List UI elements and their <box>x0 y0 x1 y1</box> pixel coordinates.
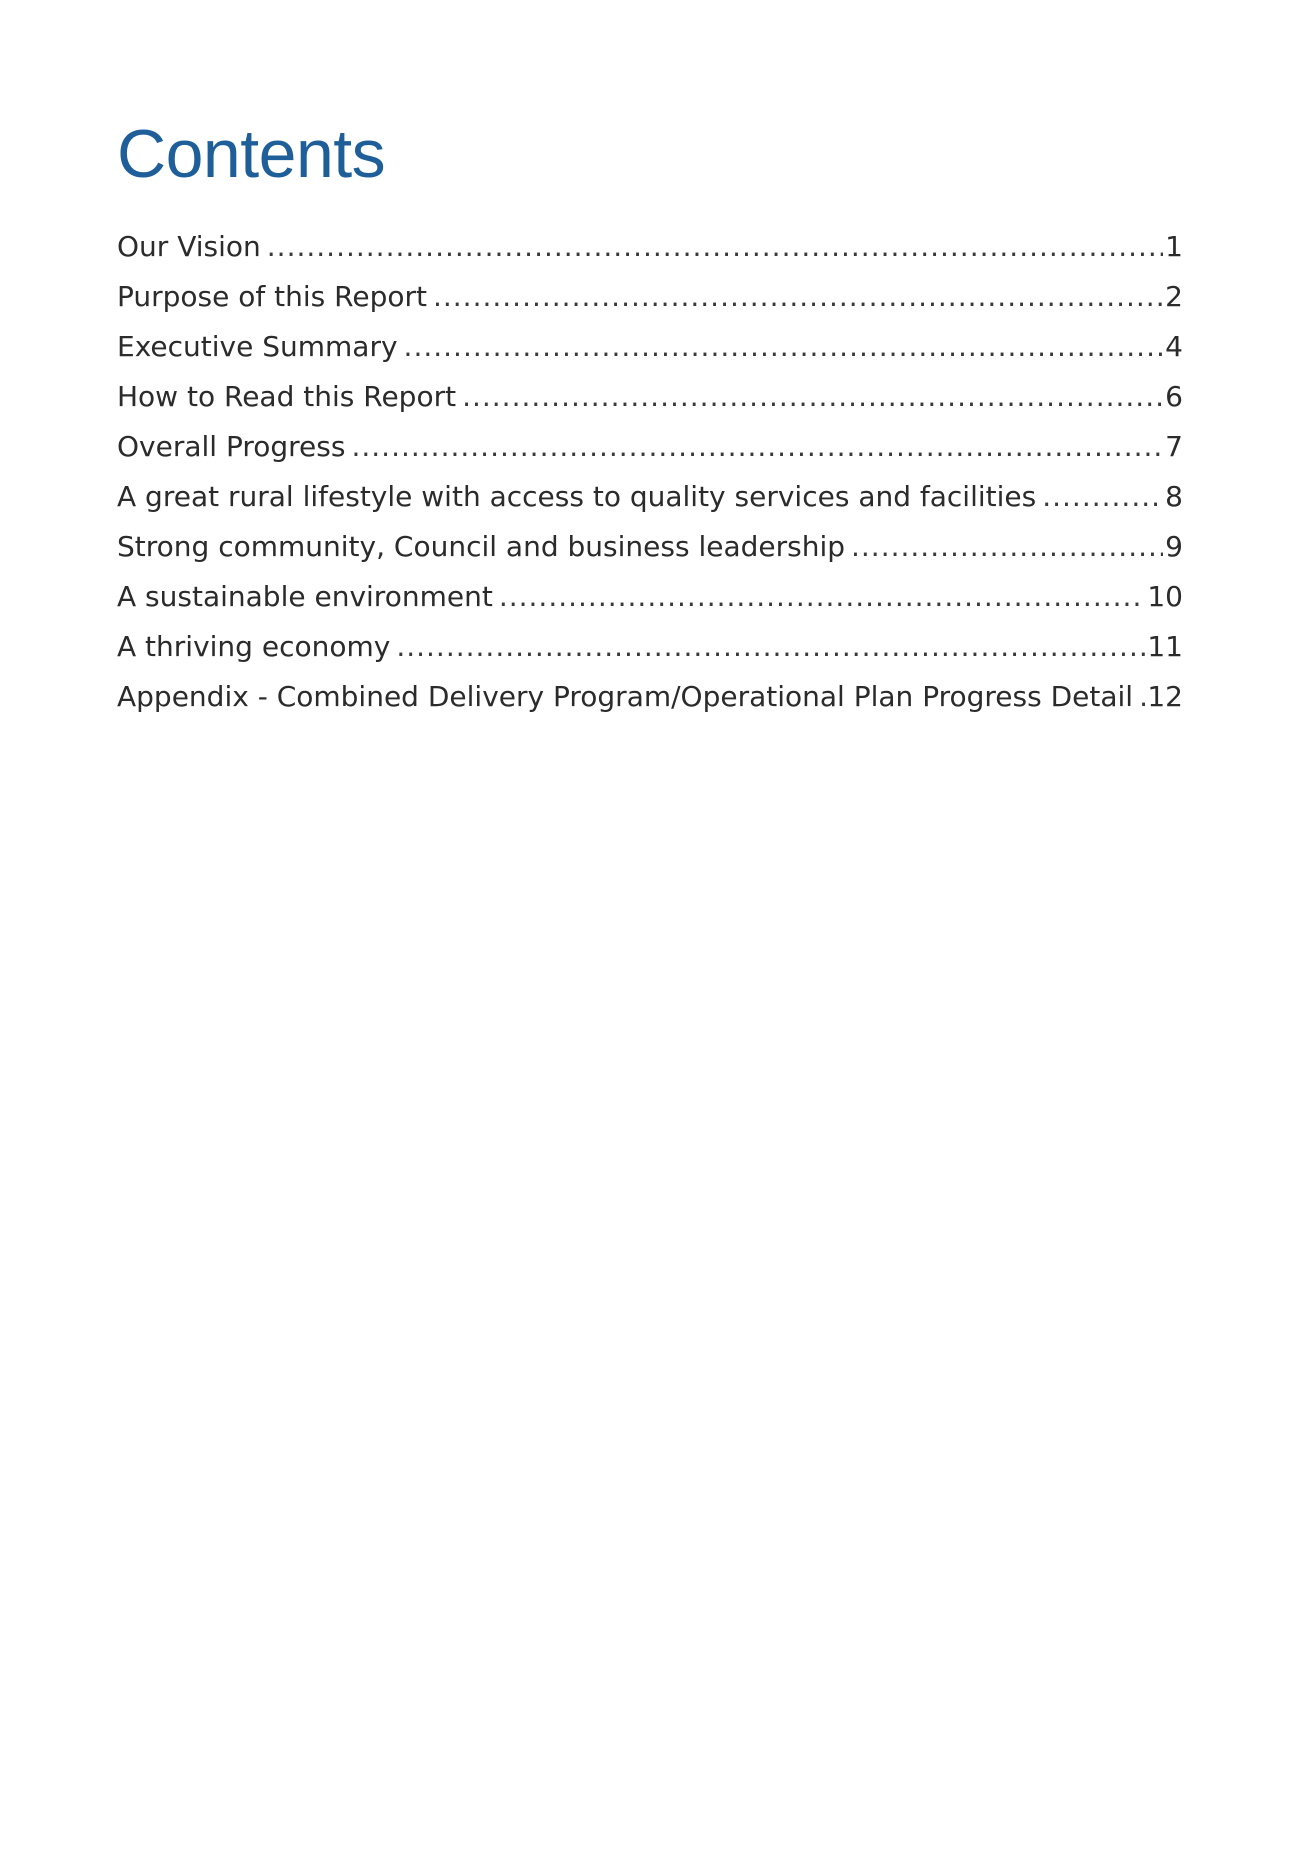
dot-leader <box>267 222 1163 272</box>
dot-leader <box>1042 472 1163 522</box>
dot-leader <box>499 572 1146 622</box>
toc-page-number: 7 <box>1165 430 1183 463</box>
toc-entry-appendix[interactable] <box>117 672 1183 722</box>
dot-leader <box>462 372 1163 422</box>
toc-entry-label: A sustainable environment <box>117 580 493 613</box>
toc-page-number: 11 <box>1147 630 1183 663</box>
toc-page-number: 6 <box>1165 380 1183 413</box>
toc-entry-label: Purpose of this Report <box>117 280 427 313</box>
dot-leader <box>433 272 1163 322</box>
toc-entry-our-vision[interactable] <box>117 222 1183 272</box>
page-title: Contents <box>117 116 386 192</box>
toc-entry-label: How to Read this Report <box>117 380 457 413</box>
toc-entry-label: Appendix - Combined Delivery Program/Operational Plan Progress Detail <box>117 680 1134 713</box>
toc-entry-thriving-economy[interactable] <box>117 622 1183 672</box>
toc-page-number: 4 <box>1165 330 1183 363</box>
toc-page-number: 8 <box>1165 480 1183 513</box>
toc-entry-purpose-of-this-report[interactable] <box>117 272 1183 322</box>
dot-leader <box>851 522 1163 572</box>
toc-page-number: 2 <box>1165 280 1183 313</box>
toc-page-number: 9 <box>1165 530 1183 563</box>
toc-entry-sustainable-environment[interactable] <box>117 572 1183 622</box>
toc-page-number: 10 <box>1147 580 1183 613</box>
toc-entry-label: A thriving economy <box>117 630 391 663</box>
toc-entry-strong-community-leadership[interactable] <box>117 522 1183 572</box>
table-of-contents <box>117 222 1183 722</box>
toc-entry-label: Overall Progress <box>117 430 346 463</box>
dot-leader <box>404 322 1164 372</box>
toc-entry-label: Strong community, Council and business leadership <box>117 530 845 563</box>
toc-entry-overall-progress[interactable] <box>117 422 1183 472</box>
toc-entry-label: A great rural lifestyle with access to quality services and facilities <box>117 480 1037 513</box>
toc-entry-label: Our Vision <box>117 230 261 263</box>
dot-leader <box>1139 672 1145 722</box>
toc-page-number: 12 <box>1147 680 1183 713</box>
toc-page-number: 1 <box>1165 230 1183 263</box>
dot-leader <box>396 622 1145 672</box>
toc-entry-how-to-read-this-report[interactable] <box>117 372 1183 422</box>
toc-entry-executive-summary[interactable] <box>117 322 1183 372</box>
toc-entry-label: Executive Summary <box>117 330 398 363</box>
toc-entry-great-rural-lifestyle[interactable] <box>117 472 1183 522</box>
dot-leader <box>351 422 1163 472</box>
